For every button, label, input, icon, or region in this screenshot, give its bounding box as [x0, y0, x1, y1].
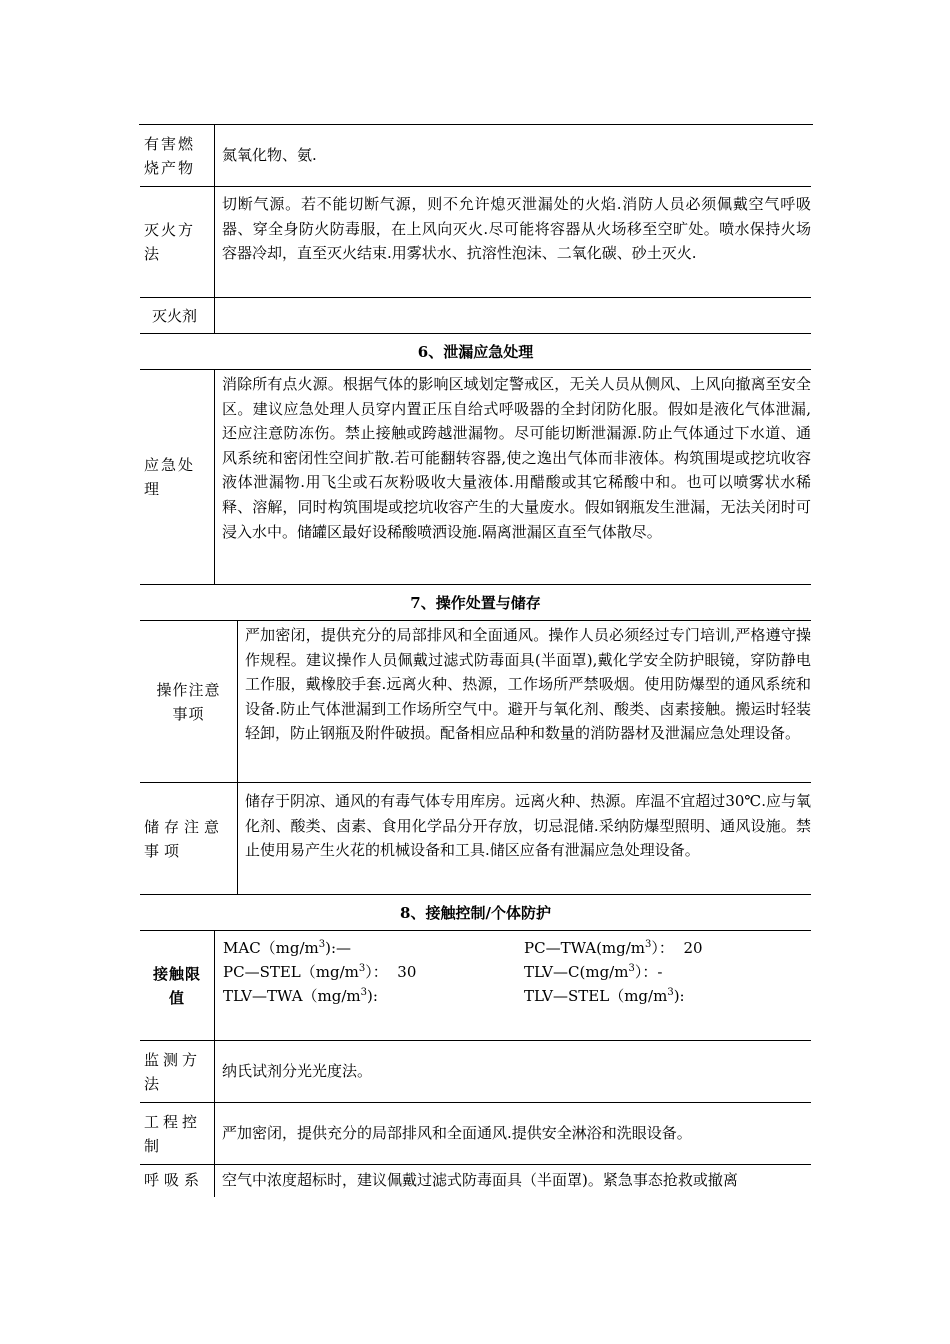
value-storage: 储存于阴凉、通风的有毒气体专用库房。远离火种、热源。库温不宜超过30℃.应与氧化剂、酸类、卤素、食用化学品分开存放，切忌混储.采纳防爆型照明、通风设施。禁止使用易产生火花的机械设备和工具.储区应备有泄漏应急处理设备。: [245, 792, 811, 860]
row-exposure: [140, 931, 811, 1041]
unit-exponent: 3: [360, 987, 368, 998]
value-emergency: 消除所有点火源。根据气体的影响区域划定警戒区，无关人员从侧风、上风向撤离至安全区。建议应急处理人员穿内置正压自给式呼吸器的全封闭防化服。假如是液化气体泄漏,还应注意防冻伤。禁止接触或跨越泄漏物。尽可能切断泄漏源.防止气体通过下水道、通风系统和密闭性空间扩散.若可能翻转容器,使之逸出气体而非液体。构筑围堤或挖坑收容液体泄漏物.用飞尘或石灰粉吸收大量液体.用醋酸或其它稀酸中和。也可以喷雾状水稀释、溶解，同时构筑围堤或挖坑收容产生的大量废水。假如钢瓶发生泄漏，无法关闭时可浸入水中。储罐区最好设稀酸喷洒设施.隔离泄漏区直至气体散尽。: [222, 375, 811, 541]
label-exposure: 接触限值: [140, 931, 215, 1040]
exposure-tlv-stel: $TLV—STEL(mg/m^3)$:: [524, 987, 685, 1005]
section-8-title: 8、接触控制/个体防护: [140, 895, 811, 931]
value-extinguisher: [215, 298, 811, 302]
row-fire-method: [140, 187, 811, 298]
row-engineering: [140, 1103, 811, 1165]
label-engineering: 工程控制: [140, 1103, 215, 1164]
exposure-tlv-c: $TLV—C(mg/m^3)$：-: [524, 963, 663, 981]
label-extinguisher: 灭火剂: [140, 298, 215, 333]
unit-exponent: 3: [667, 987, 674, 998]
exposure-tlv-twa: $TLV—TWA(mg/m^3)$:: [223, 987, 378, 1005]
label-emergency: 应急处理: [140, 370, 215, 584]
exposure-pc-stel: $PC—STEL(mg/m^3)$： 30: [223, 963, 417, 981]
label-respiratory: 呼吸系: [140, 1165, 215, 1197]
value-combustion: 氮氧化物、氨.: [222, 146, 317, 164]
value-respiratory: 空气中浓度超标时，建议佩戴过滤式防毒面具（半面罩)。紧急事态抢救或撤离: [222, 1171, 738, 1189]
value-fire-method: 切断气源。若不能切断气源，则不允许熄灭泄漏处的火焰.消防人员必须佩戴空气呼吸器、穿全身防火防毒服，在上风向灭火.尽可能将容器从火场移至空旷处。喷水保持火场容器冷却，直至灭火结束.用雾状水、抗溶性泡沫、二氧化碳、砂土灭火.: [222, 195, 811, 263]
unit-exponent: 3: [318, 939, 326, 950]
value-monitor: 纳氏试剂分光光度法。: [222, 1062, 373, 1080]
row-operation: [140, 621, 811, 783]
row-monitor: [140, 1041, 811, 1103]
row-storage: [140, 783, 811, 895]
label-combustion: 有害燃烧产物: [140, 125, 215, 186]
row-emergency: [140, 370, 811, 585]
exposure-pc-twa: $PC—TWA(mg/m^3)$： 20: [524, 939, 703, 957]
unit-exponent: 3: [645, 939, 652, 950]
value-operation: 严加密闭，提供充分的局部排风和全面通风。操作人员必须经过专门培训,严格遵守操作规程。建议操作人员佩戴过滤式防毒面具(半面罩),戴化学安全防护眼镜，穿防静电工作服，戴橡胶手套.远离火种、热源，工作场所严禁吸烟。使用防爆型的通风系统和设备.防止气体泄漏到工作场所空气中。避开与氧化剂、酸类、卤素接触。搬运时轻装轻卸，防止钢瓶及附件破损。配备相应品种和数量的消防器材及泄漏应急处理设备。: [245, 626, 811, 743]
label-storage: 储存注意事项: [140, 783, 238, 894]
exposure-grid: [215, 931, 819, 1007]
section-6-title: 6、泄漏应急处理: [140, 334, 811, 370]
unit-exponent: 3: [358, 963, 366, 974]
row-combustion: [140, 125, 811, 187]
row-respiratory: [140, 1165, 811, 1197]
exposure-mac: $MAC(mg/m^3):—$: [223, 939, 352, 957]
label-operation: 操作注意事项: [140, 621, 238, 782]
unit-exponent: 3: [628, 963, 635, 974]
label-monitor: 监测方法: [140, 1041, 215, 1102]
section-7-title: 7、操作处置与储存: [140, 585, 811, 621]
msds-table: [139, 124, 813, 1189]
row-extinguisher: [140, 298, 811, 334]
label-fire-method: 灭火方法: [140, 187, 215, 297]
value-engineering: 严加密闭，提供充分的局部排风和全面通风.提供安全淋浴和洗眼设备。: [222, 1124, 692, 1142]
